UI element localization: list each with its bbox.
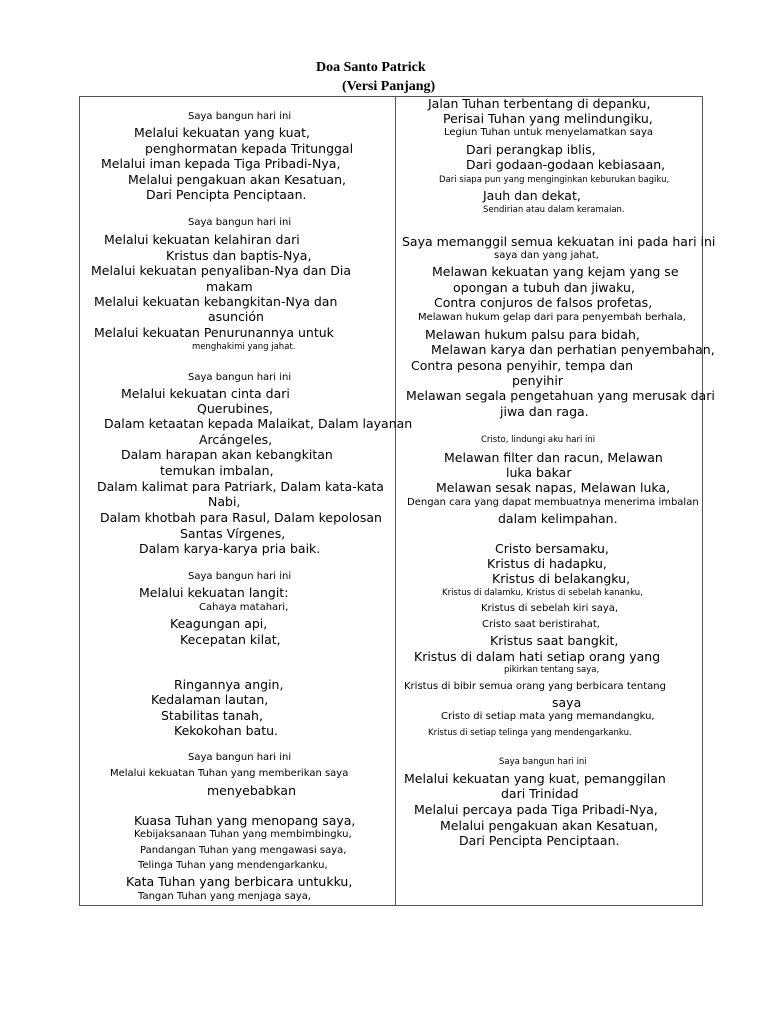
verse-line: Telinga Tuhan yang mendengarkanku, — [138, 860, 328, 871]
verse-line: Kata Tuhan yang berbicara untukku, — [126, 874, 353, 889]
verse-line: Melalui kekuatan cinta dari — [121, 386, 290, 401]
verse-line: Melalui kekuatan kelahiran dari — [104, 232, 300, 247]
verse-heading: Cristo, lindungi aku hari ini — [481, 435, 596, 445]
document-title: Doa Santo Patrick — [316, 60, 426, 75]
verse-line: dalam kelimpahan. — [498, 511, 618, 526]
verse-line: Contra pesona penyihir, tempa dan — [411, 358, 634, 373]
verse-line: Querubines, — [197, 401, 274, 416]
verse-line: Melalui kekuatan yang kuat, — [134, 125, 311, 140]
verse-line: Legiun Tuhan untuk menyelamatkan saya — [444, 127, 653, 138]
verse-line: Kristus di sebelah kiri saya, — [481, 603, 619, 614]
verse-line: Dari Pencipta Penciptaan. — [459, 833, 620, 848]
verse-line: Tangan Tuhan yang menjaga saya, — [138, 891, 312, 902]
verse-line: Melalui kekuatan kebangkitan-Nya dan — [94, 294, 338, 309]
verse-heading: Saya bangun hari ini — [188, 217, 292, 228]
verse-line: Dalam karya-karya pria baik. — [139, 541, 321, 556]
verse-line: Melawan hukum palsu para bidah, — [425, 327, 640, 342]
verse-line: menghakimi yang jahat. — [192, 342, 296, 352]
verse-line: Dalam ketaatan kepada Malaikat, Dalam layanan — [104, 416, 413, 431]
verse-line: Kedalaman lautan, — [151, 692, 269, 707]
verse-line: Nabi, — [208, 494, 241, 509]
verse-line: Cristo bersamaku, — [495, 541, 609, 556]
verse-line: Jalan Tuhan terbentang di depanku, — [428, 96, 651, 111]
verse-line: luka bakar — [506, 465, 572, 480]
document-subtitle: (Versi Panjang) — [342, 79, 436, 94]
verse-line: Cahaya matahari, — [199, 602, 289, 613]
verse-line: Keagungan api, — [170, 616, 268, 631]
verse-line: Melawan segala pengetahuan yang merusak dari — [406, 388, 715, 403]
verse-line: Contra conjuros de falsos profetas, — [434, 295, 653, 310]
verse-line: Kebijaksanaan Tuhan yang membimbingku, — [134, 829, 352, 840]
verse-line: saya dan yang jahat, — [494, 250, 599, 261]
verse-line: Kristus saat bangkit, — [490, 633, 619, 648]
verse-heading: Saya bangun hari ini — [188, 111, 292, 122]
verse-line: Melawan hukum gelap dari para penyembah berhala, — [418, 312, 686, 323]
verse-line: Melalui iman kepada Tiga Pribadi-Nya, — [101, 156, 341, 171]
verse-line: Kristus di setiap telinga yang mendengarkanku. — [428, 728, 632, 738]
verse-line: Melalui pengakuan akan Kesatuan, — [128, 172, 346, 187]
verse-line: Kekokohan batu. — [174, 723, 279, 738]
verse-line: penyihir — [512, 373, 563, 388]
verse-line: Kristus di hadapku, — [487, 556, 607, 571]
verse-heading: Saya bangun hari ini — [188, 571, 292, 582]
verse-line: Kuasa Tuhan yang menopang saya, — [134, 813, 356, 828]
verse-line: makam — [206, 279, 253, 294]
verse-line: dari Trinidad — [501, 786, 579, 801]
verse-line: Sendirian atau dalam keramaian. — [483, 205, 625, 215]
verse-heading: Saya bangun hari ini — [188, 752, 292, 763]
verse-line: menyebabkan — [207, 783, 297, 798]
verse-line: Melawan filter dan racun, Melawan — [444, 450, 663, 465]
verse-heading: Saya bangun hari ini — [188, 372, 292, 383]
verse-line: Melalui percaya pada Tiga Pribadi-Nya, — [414, 802, 658, 817]
verse-line: Dari Pencipta Penciptaan. — [146, 187, 307, 202]
verse-line: Cristo saat beristirahat, — [482, 619, 600, 630]
verse-line: Saya memanggil semua kekuatan ini pada hari ini — [402, 234, 716, 249]
verse-line: Melawan kekuatan yang kejam yang se — [432, 264, 679, 279]
verse-line: Kecepatan kilat, — [180, 632, 281, 647]
verse-line: Dalam khotbah para Rasul, Dalam kepolosan — [100, 510, 382, 525]
verse-line: Melalui kekuatan langit: — [139, 585, 289, 600]
verse-line: Dari perangkap iblis, — [466, 142, 596, 157]
verse-line: Kristus di dalamku, Kristus di sebelah kananku, — [442, 588, 643, 598]
verse-line: opongan a tubuh dan jiwaku, — [453, 280, 635, 295]
verse-line: Dari siapa pun yang menginginkan keburukan bagiku, — [439, 175, 670, 185]
verse-line: temukan imbalan, — [160, 463, 274, 478]
verse-line: Ringannya angin, — [174, 677, 284, 692]
verse-line: Dalam kalimat para Patriark, Dalam kata-kata — [97, 479, 384, 494]
verse-line: asunción — [208, 309, 264, 324]
verse-line: Dengan cara yang dapat membuatnya menerima imbalan — [407, 497, 699, 508]
verse-line: Perisai Tuhan yang melindungiku, — [443, 111, 653, 126]
verse-line: saya — [552, 695, 582, 710]
verse-line: penghormatan kepada Tritunggal — [145, 141, 354, 156]
verse-line: Dalam harapan akan kebangkitan — [121, 447, 333, 462]
verse-line: Melawan sesak napas, Melawan luka, — [436, 480, 671, 495]
verse-line: Kristus di belakangku, — [492, 571, 631, 586]
verse-line: Melalui kekuatan penyaliban-Nya dan Dia — [91, 263, 352, 278]
verse-line: Melalui pengakuan akan Kesatuan, — [440, 818, 658, 833]
verse-line: pikirkan tentang saya, — [504, 665, 600, 675]
verse-heading: Saya bangun hari ini — [499, 757, 587, 767]
verse-line: jiwa dan raga. — [500, 404, 589, 419]
verse-line: Arcángeles, — [199, 432, 273, 447]
verse-line: Jauh dan dekat, — [483, 188, 581, 203]
verse-line: Santas Vírgenes, — [180, 526, 286, 541]
verse-line: Pandangan Tuhan yang mengawasi saya, — [140, 845, 347, 856]
verse-line: Melawan karya dan perhatian penyembahan, — [431, 342, 715, 357]
verse-line: Kristus dan baptis-Nya, — [166, 248, 312, 263]
verse-line: Dari godaan-godaan kebiasaan, — [466, 157, 666, 172]
verse-line: Melalui kekuatan Penurunannya untuk — [94, 325, 334, 340]
verse-line: Melalui kekuatan yang kuat, pemanggilan — [404, 771, 666, 786]
verse-line: Stabilitas tanah, — [161, 708, 263, 723]
verse-line: Melalui kekuatan Tuhan yang memberikan saya — [110, 768, 349, 779]
column-divider — [395, 96, 396, 906]
verse-line: Cristo di setiap mata yang memandangku, — [441, 711, 655, 722]
verse-line: Kristus di dalam hati setiap orang yang — [414, 649, 661, 664]
verse-line: Kristus di bibir semua orang yang berbicara tentang — [404, 681, 666, 692]
